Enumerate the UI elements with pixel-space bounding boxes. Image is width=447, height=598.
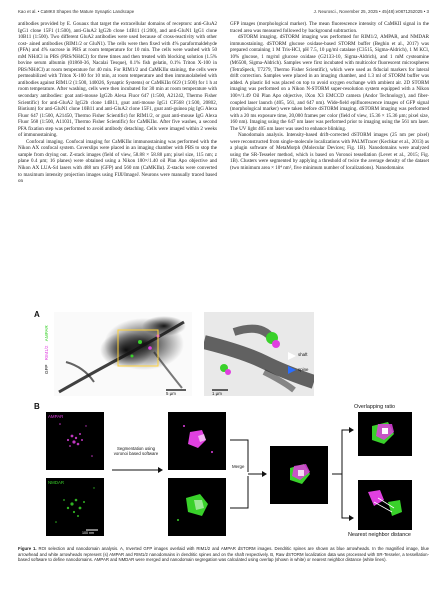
merge-text: Merge (232, 464, 245, 469)
distance-title: Nearest neighbor distance (348, 532, 411, 538)
overlap-clusters (358, 412, 412, 456)
nmdar-raw-dots (46, 478, 104, 536)
right-paragraph-3: Nanodomain analysis. Intensity-based drift-corrected dSTORM images (25 nm per pixel) were reconstructed from single-molecule localizations with PALMTracer (Kechkar et al., 2013) as a plugin software of MetaMorph (Molecular Devices; Fig. 1B). Nanodomains were analyzed using the SR-Tesseler method, which is based on Voronoi tessellation (Levet et al., 2015; Fig. 1B). Clusters were segmented by applying a threshold of twice the average density of the dataset (two minimum area × 10⁴ nm², five minimum number of localizations). Nanodomains (230, 132, 429, 172)
right-paragraph-1: GFP images (morphological marker). The mean fluorescence intensity of CaMKII signal in the traced area was measured followed by background subtraction. (230, 21, 429, 34)
dendrite-image (54, 312, 192, 396)
merged-clusters (270, 446, 328, 504)
channel-labels (44, 325, 49, 374)
panel-a-main-image (54, 312, 192, 396)
channel-rim: RIM1/2 (44, 345, 49, 361)
ampar-segmented-image (168, 412, 226, 470)
header-right: J. Neurosci., November 25, 2025 • 45(48):e0871252025 • 3 (313, 9, 429, 14)
caption-text: ROI selection and nanodomain analysis. A, Inverted GFP images overlaid with RIM1/2 and AMPAR dSTORM images. Dendritic spines are shown as blue arrowheads. In the magnified image, blue arrowhead and white arrowheads represent (s) AMPAR and RIM1/2 nanodomains in dendritic spines and on the shaft respectively. B, Raw dSTORM localization data was processed with SR-Tesseler, a tessellation-based software to define nanodomains. AMPAR and NMDAR were merged and nanodomain segregation was calculated using overlap (shown in white) or nearest neighbor distance (white lines). (18, 546, 429, 563)
ampar-raw-dots (46, 412, 104, 470)
scale-bar-1um: 1 µm (212, 391, 222, 396)
channel-ampar: AMPAR (44, 325, 49, 342)
nmdar-label-bottom: NMDAR (48, 480, 65, 485)
merged-image (270, 446, 328, 504)
overlap-title: Overlapping ratio (354, 404, 396, 410)
panel-a-label: A (34, 310, 40, 319)
figure-panel-b (36, 404, 416, 544)
scale-bar-5um: 5 µm (166, 391, 176, 396)
scale-bar-100nm: 100 nm (82, 531, 94, 535)
ampar-label-top: AMPAR (48, 414, 64, 419)
panel-b-label: B (34, 402, 40, 411)
nmdar-segmented-clusters (168, 478, 226, 536)
result-arrows-icon (330, 424, 354, 524)
right-paragraph-2: dSTORM imaging. dSTORM imaging was performed for RIM1/2, AMPAR, and NMDAR immunostaining. dSTORM glucose oxidase-based STORM buffer (Beghin et al., 2017) was prepared containing 1 M Tris-HCl, pH 7.5, 10 µg/ml catalase (C3515, Sigma-Aldrich), 1 M KCl, 10% glucose, 1 mg/ml glucose oxidase (G2133-10, Sigma-Aldrich), and 1 mM cysteamine (M6500, Sigma-Aldrich). Samples were first incubated with multicolor fluorescent microspheres (TetraSpeck, T7279, Thermo Fisher Scientific), which were used as fiducial markers for lateral drift correction. Samples were placed in an imaging chamber, and 1.3 ml of STORM buffer was added. A plastic lid was placed on top to avoid oxygen exchange with ambient air. 2D STORM imaging was performed on a Nikon N-STORM super-resolution system equipped with a Nikon 100×/1.49 Oil Plan Apo objective, iXon X3 EMCCD camera (Andor Technology), and fiber-coupled laser launch (405, 561, and 647 nm). Wide-field epifluorescence images of GFP signal (morphological marker) were taken before dSTORM imaging. dSTORM imaging was performed with a 20 ms exposure time, 20,000 frames per color (field of view, 15.36 × 15.36 µm; pixel size, 160 nm). Imaging using the 647 nm laser was performed prior to imaging using the 561 nm laser. The UV light 405 nm laser was used to enhance blinking. (230, 34, 429, 132)
figure-caption (18, 546, 429, 563)
ampar-raw-image (46, 412, 104, 470)
panel-a-inset-image (204, 312, 314, 396)
left-paragraph-1: antibodies provided by E. Gouaux that target the extracellular domains of receptors: anti-GluA2 IgG1 clone 15F1 (1:500), anti-GluA2 IgG2b clone 14B11 (1:200), and anti-GluN1 IgG1 clone 10B11 (1:500). Two different GluA2 antibodies were used because of cross-reactivity with other cost- ained antibodies (RIM1/2 or GluN1). The cells were then fixed with 4% paraformaldehyde (PFA) and 4% sucrose in PBS at room temperature for 10 min. The cells were washed with 50 mM NH4Cl in PBS (PBS/NH4Cl) for three times and then treated with blocking solution (1.5% bovine serum albumin (01860-36, Nacalai Tesque), 0.1% fish gelatin, 0.1% Triton X-100 in PBS/NH4Cl) at room temperature for 40 min. For RIM1/2 and CaMKIIα staining, the cells were permeabilized with Triton X-100 for 10 min, at room temperature and then immunolabeled with antibodies against RIM1/2 (1:500, 140026, Synaptic Systems) or CaMKIIα 6G9 (1:500) for 1 h at room temperature. After washing, cells were then incubated for 30 min at room temperature with secondary antibodies: goat anti-mouse IgG2b Alexa Fluor 647 (1:500, A21242, Thermo Fisher Scientific) for anti-GluA2 IgG2b clone 14B11, goat anti-mouse IgG1 CF568 (1:500, 20802, Biotium) for anti-GluN1 clone 10B11 and anti-GluA2 clone 15F1, goat anti-guinea pig IgG Alexa Fluor 647 (1:500, A21450, Thermo Fisher Scientific) for RIM1/2, or goat anti-mouse IgG Alexa Fluor 568 (1:500, A11031, Thermo Fisher Scientific) for CaMKIIα. After five washes, a second PFA fixation step was performed to avoid antibody detaching. Cells were imaged within 2 weeks of immunostaining. (18, 21, 217, 139)
segmentation-text: Segmentation using voronoi based software (113, 446, 159, 456)
nearest-neighbor-clusters (358, 480, 412, 530)
right-column (230, 21, 429, 172)
nmdar-segmented-image (168, 478, 226, 536)
caption-label: Figure 1. (18, 546, 37, 551)
header-left: Kao et al. • CaMKII Shapes the Mature Synaptic Landscape (18, 9, 135, 14)
ampar-segmented-clusters (168, 412, 226, 470)
left-paragraph-2: Confocal imaging. Confocal imaging for CaMKIIα immunostaining was performed with the Nikon AX confocal system. Coverslips were placed in an imaging chamber with PBS to stop the sample from drying out. Z-stack images (field of view, 58.88 × 58.88 µm; pixel size, 115 nm; z plane 0.4 µm; 16 planes) were obtained using a Nikon 100×/1.40 oil Plan Apo objective and Nikon AX LUA-S4 lasers with 488 nm (GFP) and 560 nm (CaMKIIα). Z-stacks were converted to maximum intensity projection images using FIJI/ImageJ. Neurons were manually traced based on (18, 138, 217, 185)
label-shaft: shaft (298, 352, 308, 357)
figure-panel-a (36, 312, 410, 396)
arrow-segmentation-icon (110, 466, 164, 474)
left-column (18, 21, 217, 185)
running-header (18, 7, 429, 16)
label-spine: spine (298, 367, 309, 372)
channel-gfp: GFP (44, 364, 49, 374)
nearest-neighbor-image (358, 480, 412, 530)
merge-arrows-icon (228, 434, 268, 514)
overlap-image (358, 412, 412, 456)
nmdar-raw-image (46, 478, 104, 536)
